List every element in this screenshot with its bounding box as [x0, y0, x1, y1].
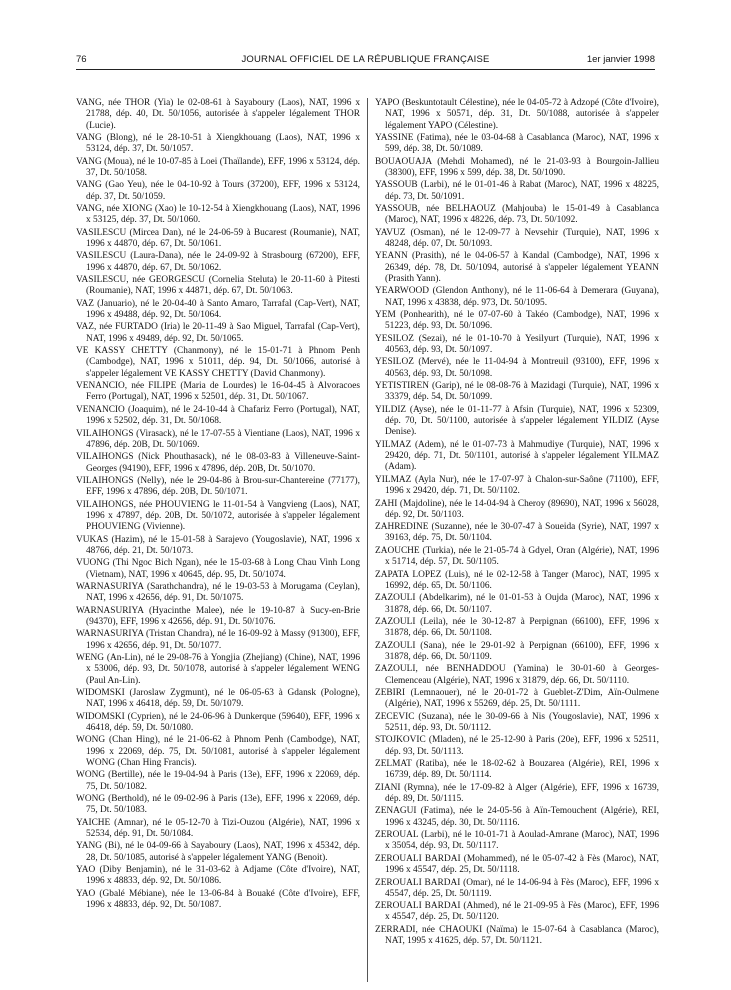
register-entry: YASSOUB (Larbi), né le 01-01-46 à Rabat (Maroc), NAT, 1996 x 48225, dép. 73, Dt. 50/1091.	[375, 180, 659, 202]
journal-title: JOURNAL OFFICIEL DE LA RÉPUBLIQUE FRANÇAISE	[241, 54, 490, 65]
register-entry: ZAHI (Majdoline), née le 14-04-94 à Cheroy (89690), NAT, 1996 x 56028, dép. 92, Dt. 50/1103.	[375, 498, 659, 520]
register-entry: VASILESCU (Laura-Dana), née le 24-09-92 à Strasbourg (67200), EFF, 1996 x 44870, dép. 67, Dt. 50/1062.	[76, 251, 360, 273]
register-entry: YASSINE (Fatima), née le 03-04-68 à Casablanca (Maroc), NAT, 1996 x 599, dép. 38, Dt. 50/1089.	[375, 132, 659, 155]
register-entry: WIDOMSKI (Cyprien), né le 24-06-96 à Dunkerque (59640), EFF, 1996 x 46418, dép. 59, Dt. 50/1080.	[76, 711, 360, 733]
register-entry: ZAZOULI, née BENHADDOU (Yamina) le 30-01-60 à Georges-Clemenceau (Algérie), NAT, 1996 x 31879, dép. 66, Dt. 50/1110.	[375, 664, 659, 686]
register-entry: BOUAOUAJA (Mehdi Mohamed), né le 21-03-93 à Bourgoin-Jallieu (38300), EFF, 1996 x 599, dép. 38, Dt. 50/1090.	[375, 156, 659, 178]
register-entry: ZEBIRI (Lemnaouer), né le 20-01-72 à Gueblet-Z'Dim, Aïn-Oulmene (Algérie), NAT, 1996 x 55269, dép. 25, Dt. 50/1111.	[375, 688, 659, 710]
register-entry: ZEROUALI BARDAI (Omar), né le 14-06-94 à Fès (Maroc), EFF, 1996 x 45547, dép. 25, Dt. 50/1119.	[375, 877, 659, 899]
register-entry: VILAIHONGS (Virasack), né le 17-07-55 à Vientiane (Laos), NAT, 1996 x 47896, dép. 20B, Dt. 50/1069.	[76, 428, 360, 450]
register-entry: STOJKOVIC (Mladen), né le 25-12-90 à Paris (20e), EFF, 1996 x 52511, dép. 93, Dt. 50/1113.	[375, 735, 659, 757]
register-entry: ZAZOULI (Leila), née le 30-12-87 à Perpignan (66100), EFF, 1996 x 31878, dép. 66, Dt. 50/1108.	[375, 616, 659, 639]
page-number: 76	[76, 54, 87, 65]
register-entry: VANG, née THOR (Yia) le 02-08-61 à Sayaboury (Laos), NAT, 1996 x 21788, dép. 40, Dt. 50/1056, autorisée à s'appeler légalement THOR (Lucie).	[76, 98, 360, 131]
register-entry: ZAOUCHE (Turkia), née le 21-05-74 à Gdyel, Oran (Algérie), NAT, 1996 x 51714, dép. 57, Dt. 50/1105.	[375, 545, 659, 568]
register-entry: VANG (Blong), né le 28-10-51 à Xiengkhouang (Laos), NAT, 1996 x 53124, dép. 37, Dt. 50/1057.	[76, 132, 360, 155]
register-entry: ZEROUALI BARDAI (Mohammed), né le 05-07-42 à Fès (Maroc), NAT, 1996 x 45547, dép. 25, Dt. 50/1118.	[375, 853, 659, 876]
register-entry: WENG (An-Lin), né le 29-08-76 à Yongjia (Zhejiang) (Chine), NAT, 1996 x 53006, dép. 93, Dt. 50/1078, autorisé à s'appeler légalement WENG (Paul An-Lin).	[76, 653, 360, 686]
register-entry: WARNASURIYA (Sarathchandra), né le 19-03-53 à Morugama (Ceylan), NAT, 1996 x 42656, dép. 91, Dt. 50/1075.	[76, 581, 360, 604]
right-column	[375, 98, 659, 949]
register-entry: ZERRADI, née CHAOUKI (Naïma) le 15-07-64 à Casablanca (Maroc), NAT, 1995 x 41625, dép. 57, Dt. 50/1121.	[375, 924, 659, 947]
register-entry: VENANCIO (Joaquim), né le 24-10-44 à Chafariz Ferro (Portugal), NAT, 1996 x 52502, dép. 31, Dt. 50/1068.	[76, 404, 360, 427]
register-entry: ZIANI (Rymna), née le 17-09-82 à Alger (Algérie), EFF, 1996 x 16739, dép. 89, Dt. 50/1115.	[375, 782, 659, 805]
page-header	[76, 54, 655, 70]
register-entry: VANG, née XIONG (Xao) le 10-12-54 à Xiengkhouang (Laos), NAT, 1996 x 53125, dép. 37, Dt. 50/1060.	[76, 204, 360, 226]
register-entry: VAZ (Januario), né le 20-04-40 à Santo Amaro, Tarrafal (Cap-Vert), NAT, 1996 x 49488, dép. 92, Dt. 50/1064.	[76, 298, 360, 321]
register-entry: ZELMAT (Ratiba), née le 18-02-62 à Bouzarea (Algérie), REI, 1996 x 16739, dép. 89, Dt. 50/1114.	[375, 759, 659, 781]
register-entry: ZAZOULI (Sana), née le 29-01-92 à Perpignan (66100), EFF, 1996 x 31878, dép. 66, Dt. 50/1109.	[375, 640, 659, 662]
register-entry: VANG (Gao Yeu), née le 04-10-92 à Tours (37200), EFF, 1996 x 53124, dép. 37, Dt. 50/1059.	[76, 180, 360, 202]
register-entry: YEANN (Prasith), né le 04-06-57 à Kandal (Cambodge), NAT, 1996 x 26349, dép. 78, Dt. 50/1094, autorisé à s'appeler légalement YEANN (Prasith Yann).	[375, 251, 659, 285]
register-entry: YAVUZ (Osman), né le 12-09-77 à Nevsehir (Turquie), NAT, 1996 x 48248, dép. 07, Dt. 50/1093.	[375, 227, 659, 250]
register-entry: VASILESCU (Mircea Dan), né le 24-06-59 à Bucarest (Roumanie), NAT, 1996 x 44870, dép. 67, Dt. 50/1061.	[76, 227, 360, 250]
register-entry: YAO (Gbalé Mébiane), née le 13-06-84 à Bouaké (Côte d'Ivoire), EFF, 1996 x 48833, dép. 92, Dt. 50/1087.	[76, 888, 360, 911]
left-column	[76, 98, 360, 912]
register-entry: VUKAS (Hazim), né le 15-01-58 à Sarajevo (Yougoslavie), NAT, 1996 x 48766, dép. 21, Dt. 50/1073.	[76, 534, 360, 556]
register-entry: YAO (Diby Benjamin), né le 31-03-62 à Adjame (Côte d'Ivoire), NAT, 1996 x 48833, dép. 92, Dt. 50/1086.	[76, 865, 360, 887]
register-entry: ZENAGUI (Fatima), née le 24-05-56 à Aïn-Temouchent (Algérie), REI, 1996 x 43245, dép. 30, Dt. 50/1116.	[375, 806, 659, 828]
issue-date: 1er janvier 1998	[586, 54, 655, 65]
register-entry: VILAIHONGS, née PHOUVIENG le 11-01-54 à Vangvieng (Laos), NAT, 1996 x 47897, dép. 20B, Dt. 50/1072, autorisée à s'appeler légalement PHOUVIENG (Vivienne).	[76, 499, 360, 533]
register-entry: WONG (Chan Hing), né le 21-06-62 à Phnom Penh (Cambodge), NAT, 1996 x 22069, dép. 75, Dt. 50/1081, autorisé à s'appeler légalement WONG (Chan Hing Francis).	[76, 735, 360, 768]
header-rule	[76, 69, 655, 70]
register-entry: VILAIHONGS (Nelly), née le 29-04-86 à Brou-sur-Chantereine (77177), EFF, 1996 x 47896, dép. 20B, Dt. 50/1071.	[76, 475, 360, 498]
register-entry: YILMAZ (Adem), né le 01-07-73 à Mahmudiye (Turquie), NAT, 1996 x 29420, dép. 71, Dt. 50/1101, autorisé à s'appeler légalement YILMAZ (Adam).	[375, 439, 659, 473]
register-entry: YAICHE (Amnar), né le 05-12-70 à Tizi-Ouzou (Algérie), NAT, 1996 x 52534, dép. 91, Dt. 50/1084.	[76, 817, 360, 840]
register-entry: YETISTIREN (Garip), né le 08-08-76 à Mazidagi (Turquie), NAT, 1996 x 33379, dép. 54, Dt. 50/1099.	[375, 381, 659, 403]
register-entry: ZAHREDINE (Suzanne), née le 30-07-47 à Soueida (Syrie), NAT, 1997 x 39163, dép. 75, Dt. 50/1104.	[375, 522, 659, 544]
register-entry: WONG (Bertille), née le 19-04-94 à Paris (13e), EFF, 1996 x 22069, dép. 75, Dt. 50/1082.	[76, 770, 360, 792]
register-entry: YESILOZ (Sezai), né le 01-10-70 à Yesilyurt (Turquie), NAT, 1996 x 40563, dép. 93, Dt. 50/1097.	[375, 333, 659, 356]
register-entry: ZEROUALI BARDAI (Ahmed), né le 21-09-95 à Fès (Maroc), EFF, 1996 x 45547, dép. 25, Dt. 50/1120.	[375, 901, 659, 923]
register-entry: VE KASSY CHETTY (Chanmony), né le 15-01-71 à Phnom Penh (Cambodge), NAT, 1996 x 51011, dép. 94, Dt. 50/1066, autorisé à s'appeler légalement VE KASSY CHETTY (David Chanmony).	[76, 346, 360, 379]
register-entry: ZEROUAL (Larbi), né le 10-01-71 à Aoulad-Amrane (Maroc), NAT, 1996 x 35054, dép. 93, Dt. 50/1117.	[375, 830, 659, 852]
register-entry: YEARWOOD (Glendon Anthony), né le 11-06-64 à Demerara (Guyana), NAT, 1996 x 43838, dép. 973, Dt. 50/1095.	[375, 286, 659, 308]
register-entry: WIDOMSKI (Jaroslaw Zygmunt), né le 06-05-63 à Gdansk (Pologne), NAT, 1996 x 46418, dép. 59, Dt. 50/1079.	[76, 688, 360, 710]
register-entry: YASSOUB, née BELHAOUZ (Mahjouba) le 15-01-49 à Casablanca (Maroc), NAT, 1996 x 48226, dép. 73, Dt. 50/1092.	[375, 204, 659, 226]
register-entry: WARNASURIYA (Hyacinthe Malee), née le 19-10-87 à Sucy-en-Brie (94370), EFF, 1996 x 42656, dép. 91, Dt. 50/1076.	[76, 605, 360, 627]
register-entry: YEM (Ponhearith), né le 07-07-60 à Takéo (Cambodge), NAT, 1996 x 51223, dép. 93, Dt. 50/1096.	[375, 310, 659, 332]
register-entry: WARNASURIYA (Tristan Chandra), né le 16-09-92 à Massy (91300), EFF, 1996 x 42656, dép. 91, Dt. 50/1077.	[76, 629, 360, 651]
register-entry: YILDIZ (Ayse), née le 01-11-77 à Afsin (Turquie), NAT, 1996 x 52309, dép. 70, Dt. 50/1100, autorisée à s'appeler légalement YILDIZ (Ayse Denise).	[375, 404, 659, 438]
register-entry: YILMAZ (Ayla Nur), née le 17-07-97 à Chalon-sur-Saône (71100), EFF, 1996 x 29420, dép. 71, Dt. 50/1102.	[375, 474, 659, 497]
register-entry: VENANCIO, née FILIPE (Maria de Lourdes) le 16-04-45 à Alvoracoes Ferro (Portugal), NAT, 1996 x 52501, dép. 31, Dt. 50/1067.	[76, 381, 360, 403]
column-divider	[367, 98, 368, 982]
register-entry: ZAPATA LOPEZ (Luis), né le 02-12-58 à Tanger (Maroc), NAT, 1995 x 16992, dép. 65, Dt. 50/1106.	[375, 569, 659, 591]
register-entry: YANG (Bi), né le 04-09-66 à Sayaboury (Laos), NAT, 1996 x 45342, dép. 28, Dt. 50/1085, autorisé à s'appeler légalement YANG (Benoit).	[76, 841, 360, 863]
register-entry: ZECEVIC (Suzana), née le 30-09-66 à Nis (Yougoslavie), NAT, 1996 x 52511, dép. 93, Dt. 50/1112.	[375, 711, 659, 733]
register-entry: VAZ, née FURTADO (Iria) le 20-11-49 à Sao Miguel, Tarrafal (Cap-Vert), NAT, 1996 x 49489, dép. 92, Dt. 50/1065.	[76, 322, 360, 344]
register-entry: ZAZOULI (Abdelkarim), né le 01-01-53 à Oujda (Maroc), NAT, 1996 x 31878, dép. 66, Dt. 50/1107.	[375, 593, 659, 615]
register-entry: WONG (Berthold), né le 09-02-96 à Paris (13e), EFF, 1996 x 22069, dép. 75, Dt. 50/1083.	[76, 794, 360, 816]
register-entry: VANG (Moua), né le 10-07-85 à Loei (Thaïlande), EFF, 1996 x 53124, dép. 37, Dt. 50/1058.	[76, 156, 360, 178]
register-entry: VASILESCU, née GEORGESCU (Cornelia Steluta) le 20-11-60 à Pitesti (Roumanie), NAT, 1996 x 44871, dép. 67, Dt. 50/1063.	[76, 275, 360, 297]
register-entry: VILAIHONGS (Nick Phouthasack), né le 08-03-83 à Villeneuve-Saint-Georges (94190), EFF, 1996 x 47896, dép. 20B, Dt. 50/1070.	[76, 452, 360, 474]
register-entry: YESILOZ (Mervé), née le 11-04-94 à Montreuil (93100), EFF, 1996 x 40563, dép. 93, Dt. 50/1098.	[375, 357, 659, 379]
register-entry: YAPO (Beskuntotault Célestine), née le 04-05-72 à Adzopé (Côte d'Ivoire), NAT, 1996 x 50571, dép. 31, Dt. 50/1088, autorisée à s'appeler légalement YAPO (Célestine).	[375, 98, 659, 131]
register-entry: VUONG (Thi Ngoc Bich Ngan), née le 15-03-68 à Long Chau Vinh Long (Vietnam), NAT, 1996 x 40645, dép. 95, Dt. 50/1074.	[76, 558, 360, 580]
